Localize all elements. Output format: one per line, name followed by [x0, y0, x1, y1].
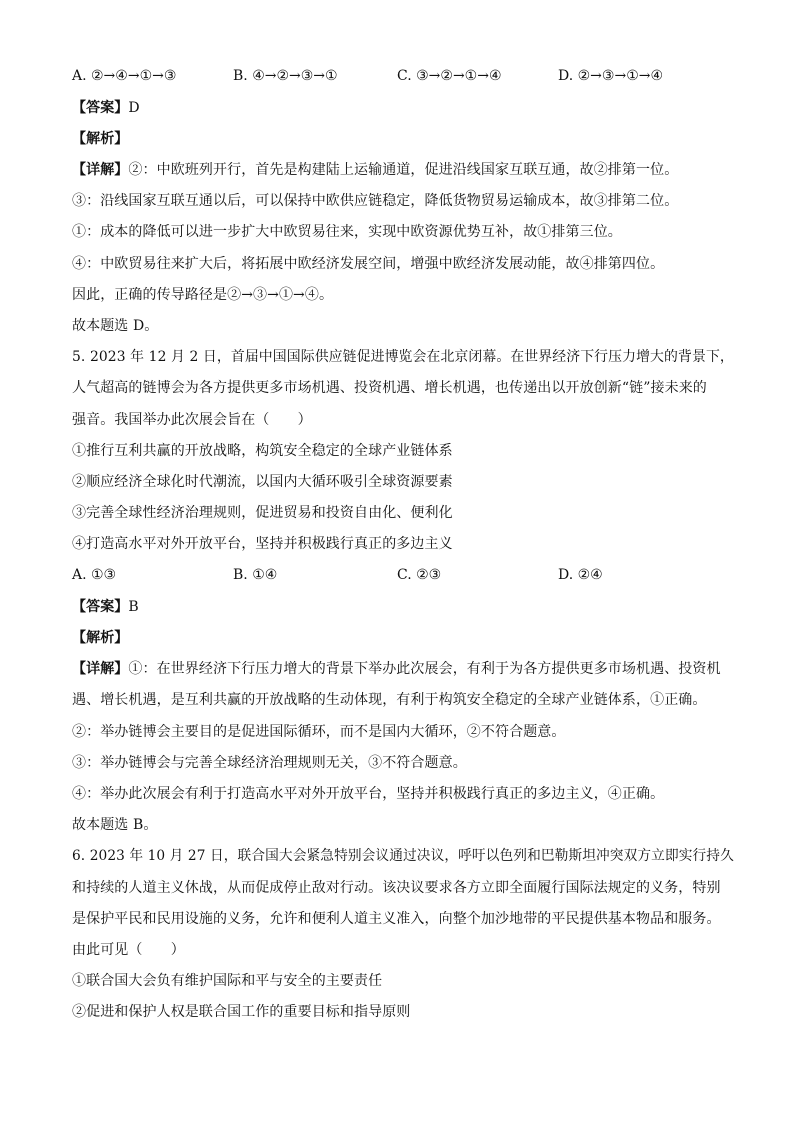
q4-detail-line-2: ③：沿线国家互联互通以后，可以保持中欧供应链稳定，降低货物贸易运输成本，故③排第二位。 — [72, 193, 679, 209]
q4-detail-line-1 — [72, 160, 724, 180]
q5-detail-line-1 — [72, 659, 724, 679]
q5-detail-line-4: ③：举办链博会与完善全球经济治理规则无关，③不符合题意。 — [72, 755, 467, 771]
q6-stem-line-4: 由此可见（ ） — [72, 942, 185, 958]
q4-option-d: D. ②→③→①→④ — [558, 68, 664, 84]
q5-option-b: B. ①④ — [233, 567, 278, 583]
answer-value: B — [128, 599, 139, 615]
q6-stem-line-1: 6. 2023 年 10 月 27 日，联合国大会紧急特别会议通过决议，呼吁以色列和巴勒斯坦冲突双方立即实行持久 — [72, 848, 734, 864]
detail-label: 【详解】 — [72, 162, 129, 178]
q4-detail-line-3: ①：成本的降低可以进一步扩大中欧贸易往来，实现中欧资源优势互补，故①排第三位。 — [72, 224, 622, 240]
q5-option-d: D. ②④ — [558, 567, 603, 583]
q6-item-1: ①联合国大会负有维护国际和平与安全的主要责任 — [72, 973, 383, 989]
q5-detail-line-5: ④：举办此次展会有利于打造高水平对外开放平台，坚持并积极践行真正的多边主义，④正确。 — [72, 786, 665, 802]
q5-item-3: ③完善全球性经济治理规则，促进贸易和投资自由化、便利化 — [72, 505, 453, 521]
q5-stem-line-1: 5. 2023 年 12 月 2 日，首届中国国际供应链促进博览会在北京闭幕。在世界经济下行压力增大的背景下， — [72, 349, 734, 365]
q6-stem-line-3: 是保护平民和民用设施的义务，允许和便利人道主义准入，向整个加沙地带的平民提供基本物品和服务。 — [72, 911, 721, 927]
q4-analysis-label — [72, 129, 724, 149]
q4-detail-line-4: ④：中欧贸易往来扩大后，将拓展中欧经济发展空间，增强中欧经济发展动能，故④排第四位。 — [72, 256, 665, 272]
detail-label: 【详解】 — [72, 661, 129, 677]
analysis-label: 【解析】 — [72, 630, 129, 646]
q5-item-4: ④打造高水平对外开放平台，坚持并积极践行真正的多边主义 — [72, 536, 453, 552]
answer-label: 【答案】 — [72, 100, 129, 116]
q5-stem-line-3: 强音。我国举办此次展会旨在（ ） — [72, 412, 312, 428]
q6-stem-line-2: 和持续的人道主义休战，从而促成停止敌对行动。该决议要求各方立即全面履行国际法规定的义务，特别 — [72, 880, 721, 896]
q5-item-2: ②顺应经济全球化时代潮流，以国内大循环吸引全球资源要素 — [72, 474, 453, 490]
detail-text: ①：在世界经济下行压力增大的背景下举办此次展会，有利于为各方提供更多市场机遇、投资机 — [128, 661, 721, 677]
q5-item-1: ①推行互利共赢的开放战略，构筑安全稳定的全球产业链体系 — [72, 443, 453, 459]
q4-option-a: A. ②→④→①→③ — [72, 68, 177, 84]
q5-answer — [72, 597, 724, 617]
q5-detail-line-2: 遇、增长机遇，是互利共赢的开放战略的生动体现，有利于构筑安全稳定的全球产业链体系，①正确。 — [72, 692, 707, 708]
q6-item-2: ②促进和保护人权是联合国工作的重要目标和指导原则 — [72, 1004, 411, 1020]
q5-option-c: C. ②③ — [397, 567, 442, 583]
q4-option-b: B. ④→②→③→① — [233, 68, 338, 84]
analysis-label: 【解析】 — [72, 131, 129, 147]
q5-analysis-label — [72, 628, 724, 648]
q4-conclusion: 故本题选 D。 — [72, 318, 159, 334]
q4-answer — [72, 98, 724, 118]
answer-value: D — [128, 100, 140, 116]
q4-detail-line-5: 因此，正确的传导路径是②→③→①→④。 — [72, 287, 334, 303]
q5-stem-line-2: 人气超高的链博会为各方提供更多市场机遇、投资机遇、增长机遇，也传递出以开放创新“链”接未来的 — [72, 380, 707, 396]
q4-option-c: C. ③→②→①→④ — [397, 68, 502, 84]
q5-conclusion: 故本题选 B。 — [72, 817, 158, 833]
q5-option-a: A. ①③ — [72, 567, 117, 583]
detail-text: ②：中欧班列开行，首先是构建陆上运输通道，促进沿线国家互联互通，故②排第一位。 — [128, 162, 679, 178]
answer-label: 【答案】 — [72, 599, 129, 615]
q5-detail-line-3: ②：举办链博会主要目的是促进国际循环，而不是国内大循环，②不符合题意。 — [72, 724, 566, 740]
